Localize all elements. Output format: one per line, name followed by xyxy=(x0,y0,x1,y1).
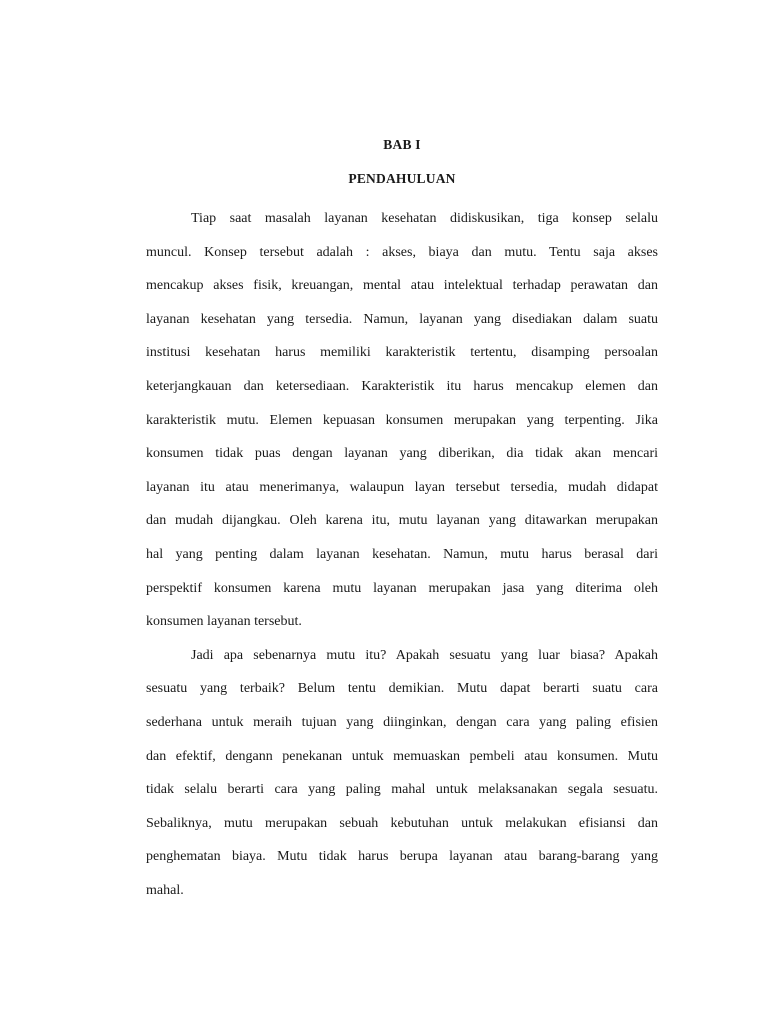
text-line: perspektif konsumen karena mutu layanan merupakan jasa yang diterima oleh xyxy=(146,580,658,596)
text-line: penghematan biaya. Mutu tidak harus berupa layanan atau barang-barang yang xyxy=(146,849,658,865)
text-line: mencakup akses fisik, kreuangan, mental atau intelektual terhadap perawatan dan xyxy=(146,278,658,294)
text-line: Jadi apa sebenarnya mutu itu? Apakah sesuatu yang luar biasa? Apakah xyxy=(191,647,658,663)
text-line: Tiap saat masalah layanan kesehatan didiskusikan, tiga konsep selalu xyxy=(191,211,658,226)
text-line: hal yang penting dalam layanan kesehatan. Namun, mutu harus berasal dari xyxy=(146,546,658,562)
text-line: mahal. xyxy=(146,882,184,898)
text-line: keterjangkauan dan ketersediaan. Karakteristik itu harus mencakup elemen dan xyxy=(146,378,658,394)
text-line: Sebaliknya, mutu merupakan sebuah kebutuhan untuk melakukan efisiansi dan xyxy=(146,815,658,831)
paragraph-1 xyxy=(146,202,658,639)
body-text xyxy=(146,202,658,907)
text-line: layanan itu atau menerimanya, walaupun layan tersebut tersedia, mudah didapat xyxy=(146,479,658,495)
chapter-heading: BAB I xyxy=(383,137,421,152)
text-line: dan mudah dijangkau. Oleh karena itu, mutu layanan yang ditawarkan merupakan xyxy=(146,513,658,529)
text-line: konsumen layanan tersebut. xyxy=(146,614,302,630)
text-line: dan efektif, dengann penekanan untuk memuaskan pembeli atau konsumen. Mutu xyxy=(146,748,658,764)
text-line: sesuatu yang terbaik? Belum tentu demikian. Mutu dapat berarti suatu cara xyxy=(146,681,658,697)
text-line: konsumen tidak puas dengan layanan yang diberikan, dia tidak akan mencari xyxy=(146,446,658,462)
text-line: tidak selalu berarti cara yang paling mahal untuk melaksanakan segala sesuatu. xyxy=(146,782,658,798)
text-line: institusi kesehatan harus memiliki karakteristik tertentu, disamping persoalan xyxy=(146,345,658,361)
text-line: karakteristik mutu. Elemen kepuasan konsumen merupakan yang terpenting. Jika xyxy=(146,412,658,428)
chapter-title: PENDAHULUAN xyxy=(348,171,456,186)
text-line: sederhana untuk meraih tujuan yang diinginkan, dengan cara yang paling efisien xyxy=(146,714,658,730)
paragraph-2 xyxy=(146,639,658,908)
text-line: layanan kesehatan yang tersedia. Namun, layanan yang disediakan dalam suatu xyxy=(146,311,658,327)
text-line: muncul. Konsep tersebut adalah : akses, biaya dan mutu. Tentu saja akses xyxy=(146,244,658,260)
